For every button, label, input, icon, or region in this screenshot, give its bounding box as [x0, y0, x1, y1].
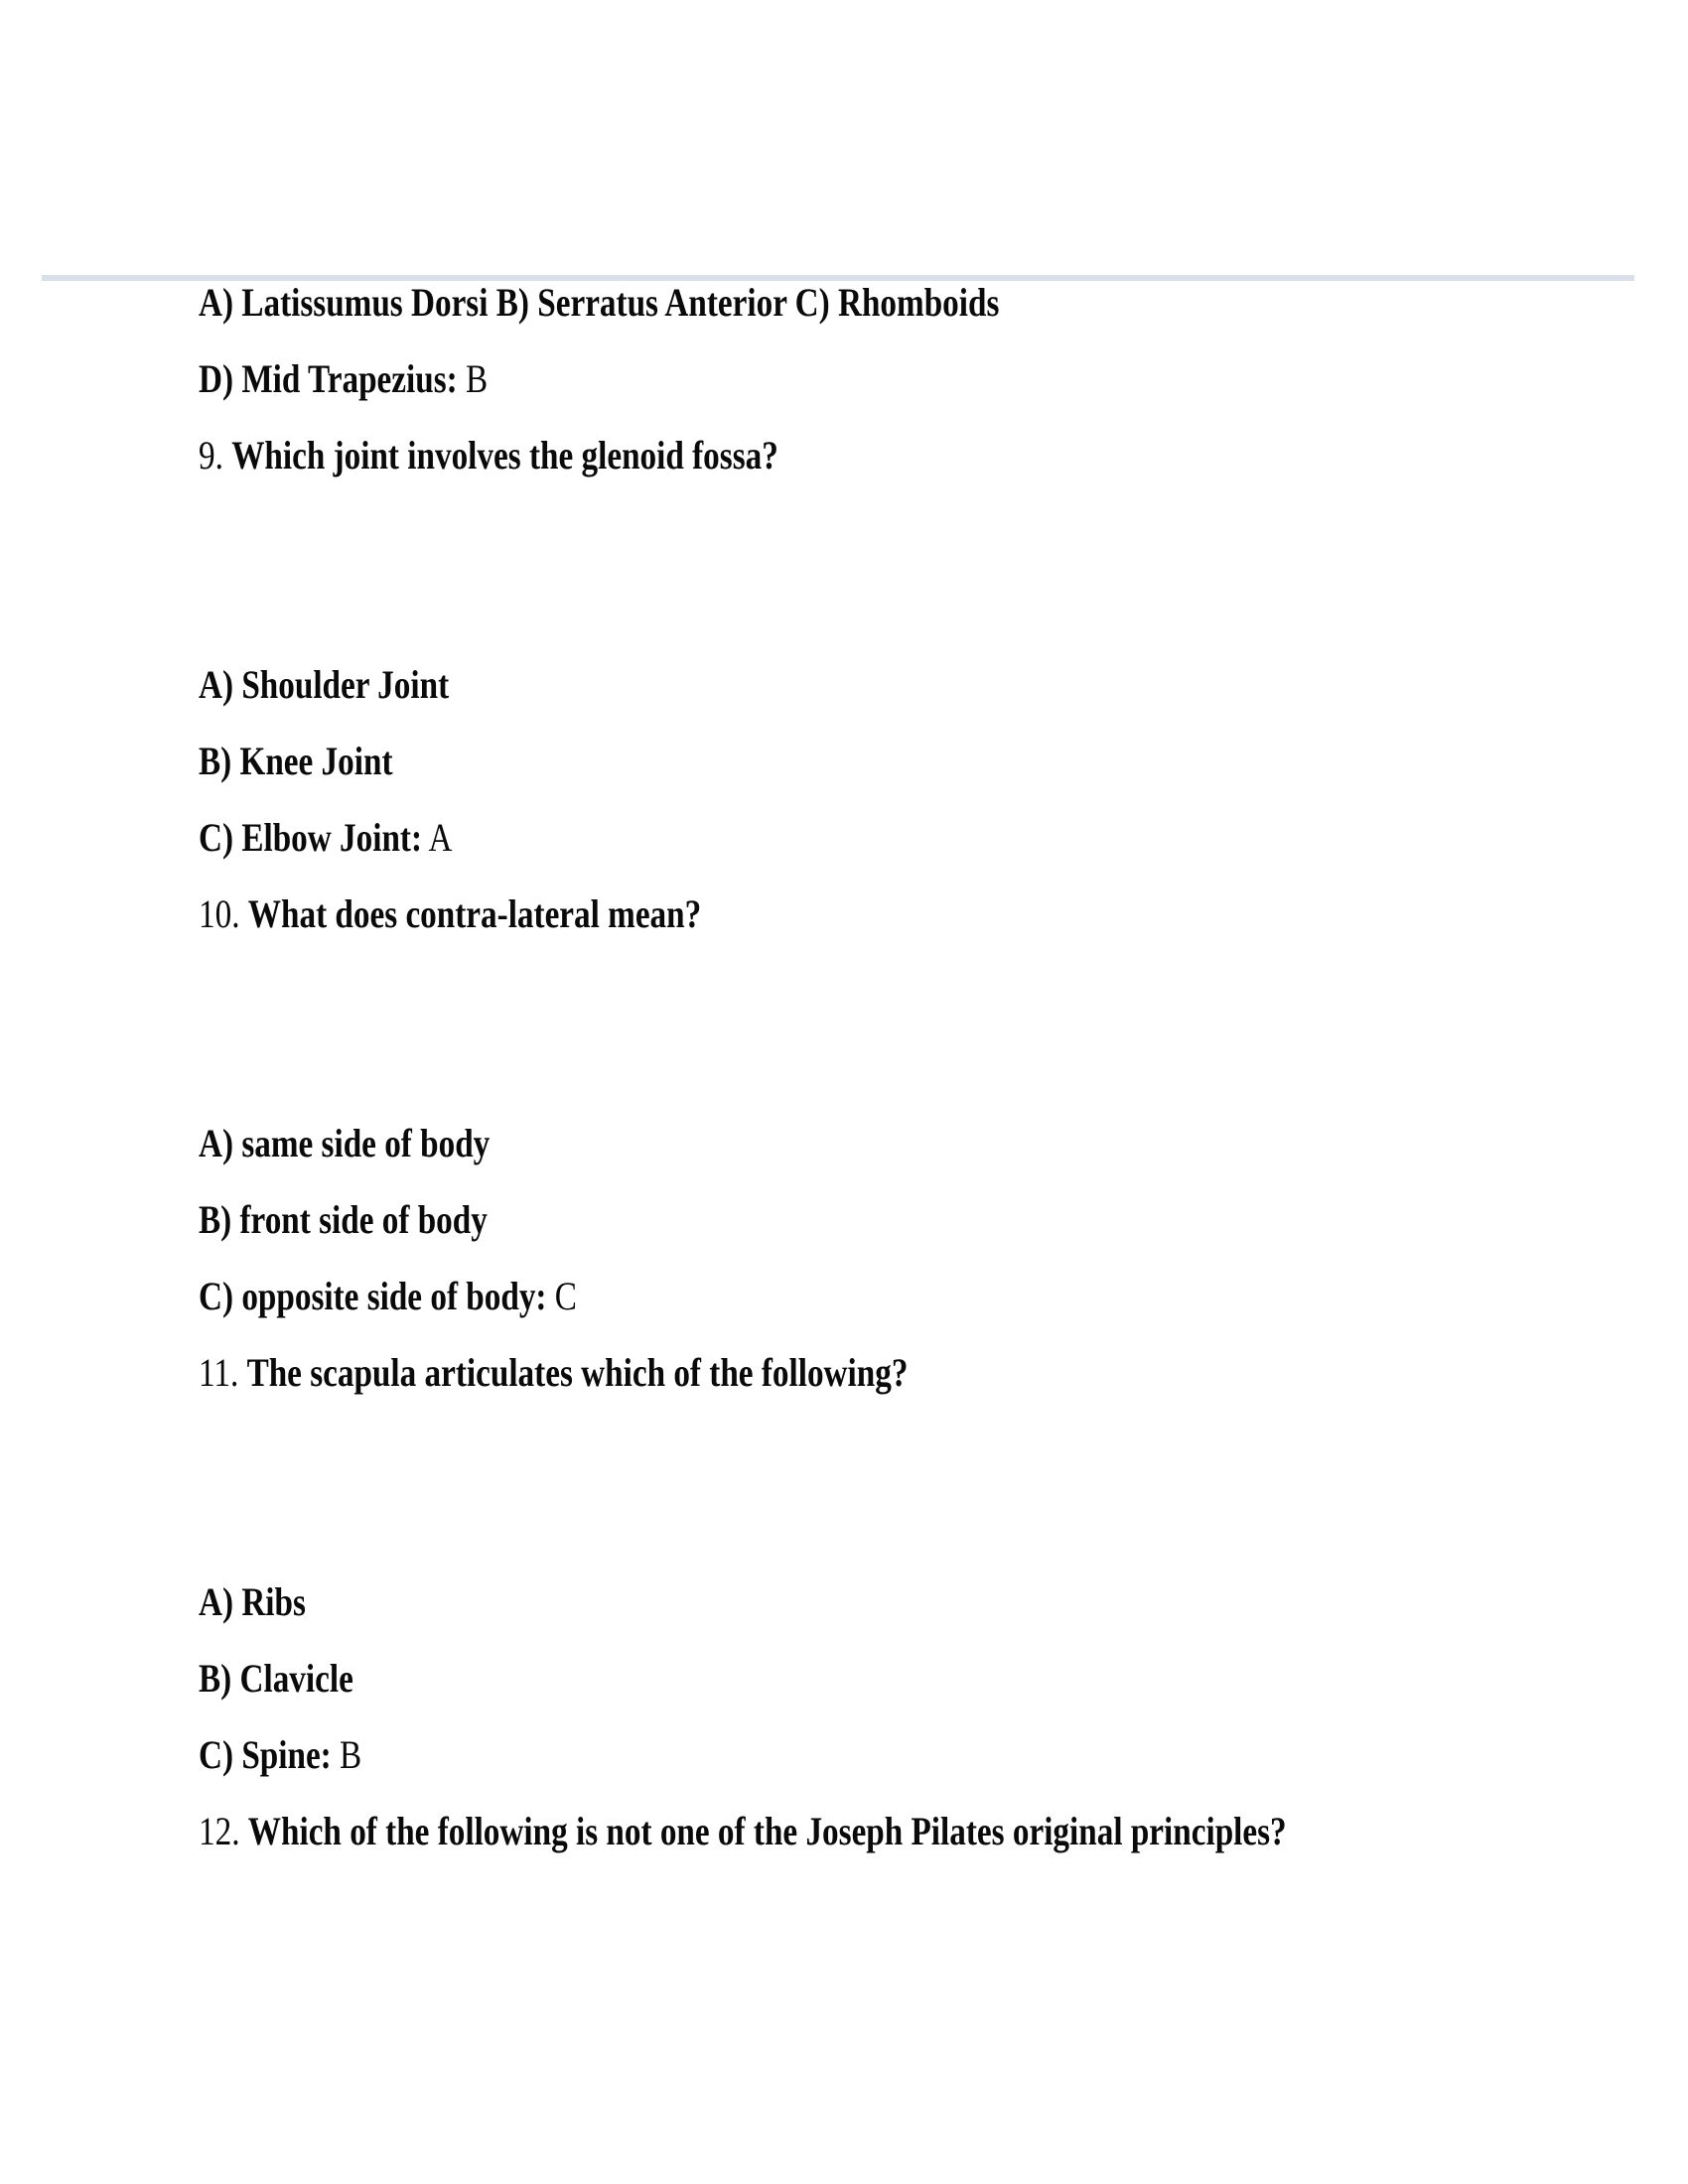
q11-option-a-text: A) Ribs: [199, 1579, 306, 1624]
q9-option-a-text: A) Shoulder Joint: [199, 662, 450, 707]
question-12-text: Which of the following is not one of the Joseph Pilates original principles?: [247, 1809, 1287, 1853]
q11-option-b-text: B) Clavicle: [199, 1656, 353, 1701]
q10-option-c-line: [199, 1272, 1517, 1321]
question-12-number: 12.: [199, 1809, 248, 1853]
q8-option-d-line: [199, 354, 1517, 404]
q11-option-c-line: [199, 1730, 1517, 1780]
q10-option-b-line: [199, 1195, 1517, 1245]
q8-option-d-label: D) Mid Trapezius:: [199, 356, 458, 401]
q8-answer-key: B: [457, 356, 489, 401]
question-10-text: What does contra-lateral mean?: [247, 891, 702, 936]
q10-option-a-text: A) same side of body: [199, 1121, 491, 1165]
q9-option-a-line: [199, 660, 1517, 710]
question-9-number: 9.: [199, 433, 232, 478]
q10-option-b-text: B) front side of body: [199, 1197, 488, 1242]
q9-option-b-text: B) Knee Joint: [199, 739, 393, 783]
q10-answer-key: C: [546, 1274, 577, 1318]
q11-answer-key: B: [331, 1732, 362, 1777]
question-11-text: The scapula articulates which of the following?: [246, 1350, 909, 1395]
question-11-line: [199, 1348, 1517, 1398]
q11-option-b-line: [199, 1654, 1517, 1704]
q11-option-c-text: C) Spine:: [199, 1732, 332, 1777]
q8-options-text: A) Latissumus Dorsi B) Serratus Anterior C) Rhomboids: [199, 280, 1000, 325]
q11-option-a-line: [199, 1577, 1517, 1627]
question-11-number: 11.: [199, 1350, 247, 1395]
q9-option-b-line: [199, 737, 1517, 786]
question-10-number: 10.: [199, 891, 248, 936]
quiz-text-block: [199, 278, 1517, 2036]
q9-option-c-text: C) Elbow Joint:: [199, 815, 423, 860]
question-12-line: [199, 1807, 1517, 1856]
question-10-line: [199, 889, 1517, 939]
q10-option-c-text: C) opposite side of body:: [199, 1274, 547, 1318]
q9-option-c-line: [199, 813, 1517, 863]
q10-option-a-line: [199, 1119, 1517, 1168]
q9-answer-key: A: [422, 815, 453, 860]
question-9-text: Which joint involves the glenoid fossa?: [231, 433, 778, 478]
question-9-line: [199, 431, 1517, 480]
q8-options-a-b-c-line: [199, 278, 1517, 328]
